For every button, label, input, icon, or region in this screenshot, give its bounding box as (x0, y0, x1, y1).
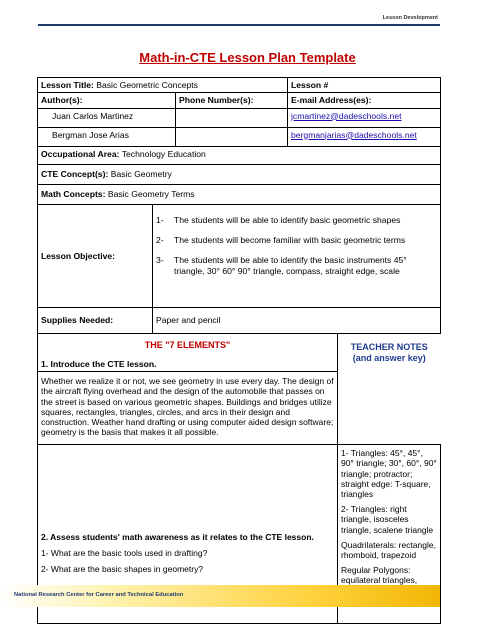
lesson-title-label: Lesson Title: (41, 80, 94, 90)
teacher-note: 2- Triangles: right triangle, isosceles triangle, scalene triangle (341, 504, 434, 535)
teacher-note: 1- Triangles: 45°, 45°, 90° triangle; 30°, 60°, 90° triangle; protractor; straight edge: T-square, triangles (341, 448, 437, 499)
author-email-link[interactable]: bergmanjarias@dadeschools.net (291, 129, 417, 140)
lesson-objective-label: Lesson Objective: (38, 205, 153, 308)
list-item (156, 255, 437, 276)
teacher-note: Regular Polygons: equilateral triangles, (341, 565, 418, 586)
section-label: Lesson Development (382, 15, 438, 21)
lesson-title-cell (38, 78, 288, 93)
author-email-link[interactable]: jcmartinez@dadeschools.net (291, 110, 402, 121)
lesson-plan-document (37, 77, 440, 624)
author-name: Juan Carlos Martinez (38, 108, 176, 127)
teacher-note: Quadrilaterals: rectangle, rhomboid, trapezoid (341, 539, 436, 560)
step-2-question: 1- What are the basic tools used in drafting? (41, 548, 208, 559)
email-label: E-mail Address(es): (288, 93, 441, 108)
occupational-area-label: Occupational Area: (41, 148, 120, 159)
objective-number: 3- (156, 255, 164, 266)
step-2-question: 2- What are the basic shapes in geometry? (41, 564, 204, 575)
objective-text: The students will be able to identify the basic instruments 45° triangle, 30° 60° 90° triangle, compass, straight edge, scale (174, 255, 407, 276)
author-phone (176, 108, 288, 127)
list-item (156, 215, 437, 225)
lesson-info-table (37, 77, 441, 205)
supplies-label: Supplies Needed: (38, 308, 153, 334)
math-concepts-cell (38, 184, 441, 204)
step-1-title: 1. Introduce the CTE lesson. (41, 358, 157, 369)
footer-organization: National Research Center for Career and Technical Education (14, 592, 184, 598)
lesson-title-value: Basic Geometric Concepts (96, 80, 198, 90)
math-concepts-value: Basic Geometry Terms (107, 188, 195, 199)
cte-concept-value: Basic Geometry (110, 168, 172, 179)
list-item (156, 235, 437, 245)
supplies-value: Paper and pencil (153, 308, 441, 334)
objective-number: 1- (156, 214, 164, 225)
teacher-notes-heading: TEACHER NOTES (350, 341, 428, 352)
objective-text: The students will be able to identify basic geometric shapes (174, 214, 401, 225)
occupational-area-value: Technology Education (121, 148, 206, 159)
lesson-number-label: Lesson # (288, 78, 441, 93)
math-concepts-label: Math Concepts: (41, 188, 106, 199)
objective-number: 2- (156, 234, 164, 245)
authors-label: Author(s): (38, 93, 176, 108)
seven-elements-heading: THE "7 ELEMENTS" (144, 340, 231, 351)
objective-list (156, 215, 437, 276)
step-2-title: 2. Assess students' math awareness as it relates to the CTE lesson. (41, 531, 314, 542)
seven-elements-table (37, 334, 441, 624)
cte-concept-cell (38, 164, 441, 184)
step-1-body: Whether we realize it or not, we see geometry in use every day. The design of the aircraft flying overhead and the design of the automobile that passes on the street is based on various geometric shapes. Buildings and bridges utilize squares, rectangles, triangles, circles, and arcs in their design and construction. Weather hand drafting or using computer aided design software; geometry is the basis that makes it all possible. (38, 372, 338, 445)
cte-concept-label: CTE Concept(s): (41, 168, 109, 179)
author-name: Bergman Jose Arias (38, 127, 176, 146)
page-title: Math-in-CTE Lesson Plan Template (139, 50, 356, 65)
teacher-notes-subheading: (and answer key) (352, 352, 426, 363)
objective-table (37, 205, 441, 335)
occupational-area-cell (38, 146, 441, 164)
objective-text: The students will become familiar with basic geometric terms (174, 234, 406, 245)
author-phone (176, 127, 288, 146)
phone-label: Phone Number(s): (176, 93, 288, 108)
header-rule (38, 24, 440, 26)
